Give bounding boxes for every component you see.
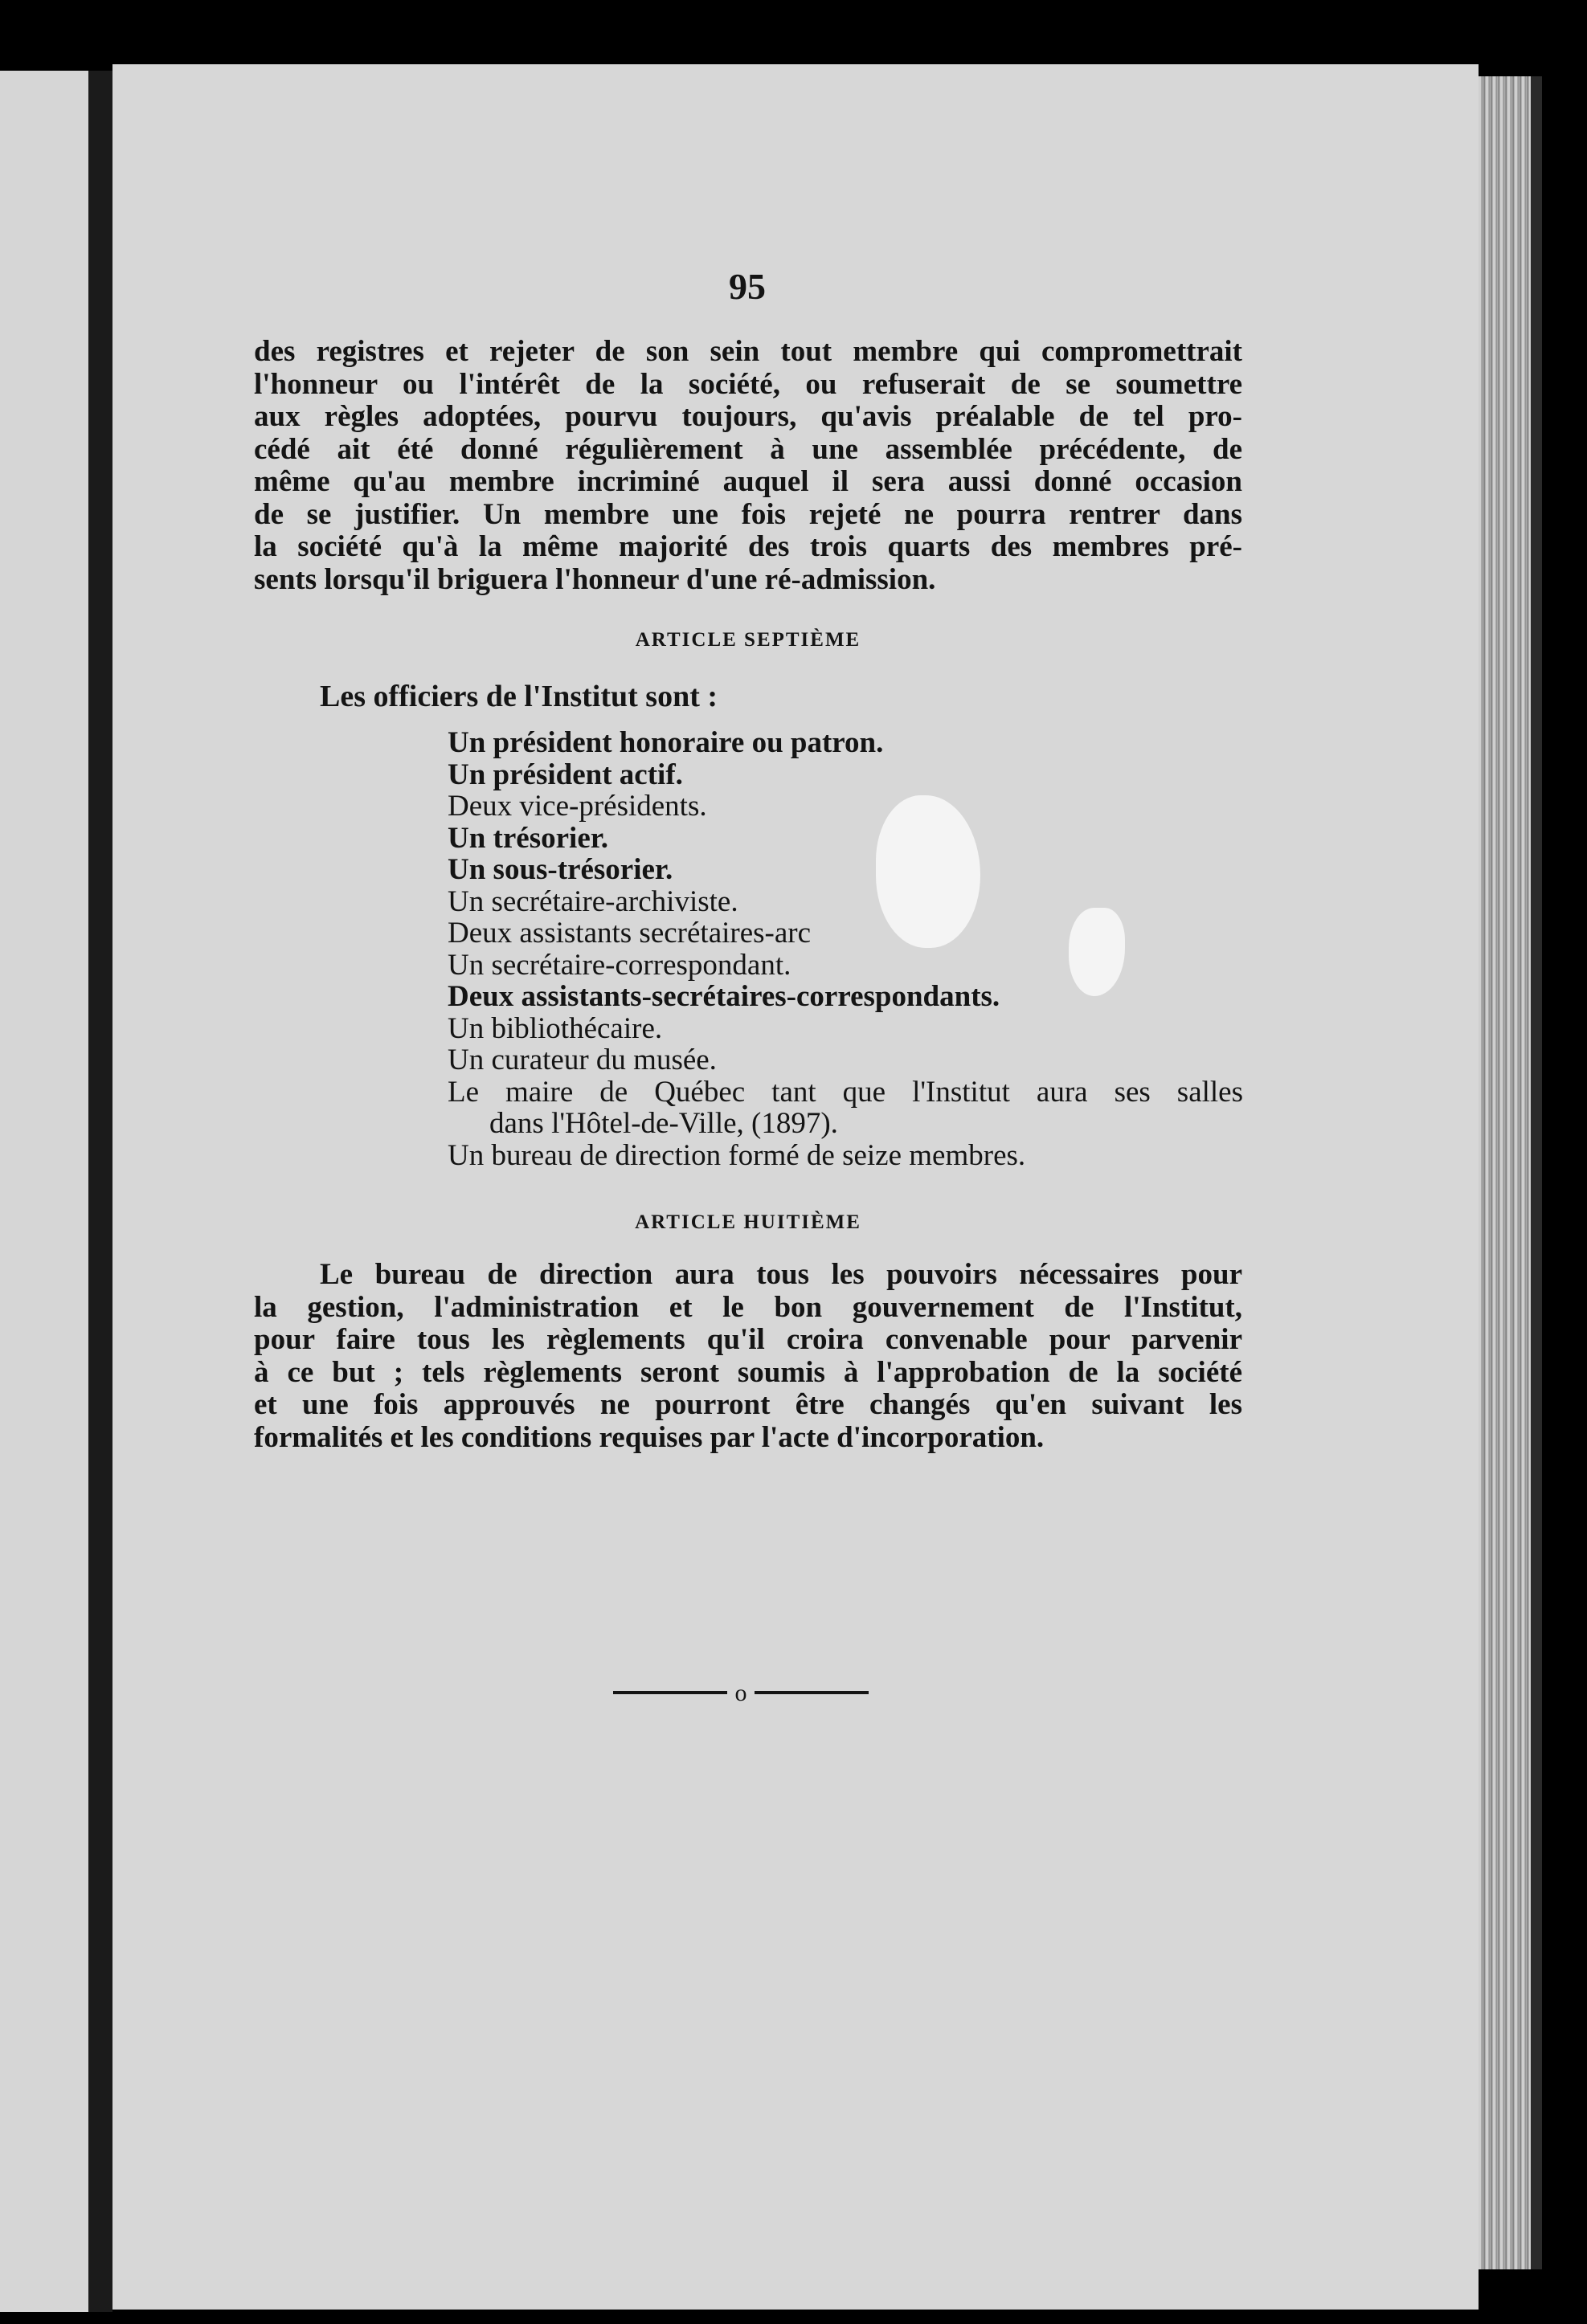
list-item: Un bibliothécaire. — [448, 1011, 663, 1045]
ornament-glyph: o — [734, 1681, 747, 1705]
text-line: même qu'au membre incriminé auquel il sera aussi donné occasion — [254, 465, 1242, 498]
list-item: Un trésorier. — [448, 821, 609, 855]
list-item: Deux assistants secrétaires-arc — [448, 917, 812, 950]
text-line: formalités et les conditions requises par l'acte d'incorporation. — [254, 1420, 1045, 1454]
officers-intro: Les officiers de l'Institut sont : — [320, 680, 718, 713]
text-line: de se justifier. Un membre une fois rejeté ne pourra rentrer dans — [254, 497, 1242, 531]
text-line: cédé ait été donné régulièrement à une assemblée précédente, de — [254, 432, 1242, 466]
list-item: Un curateur du musée. — [448, 1044, 717, 1076]
text-line: la société qu'à la même majorité des trois quarts des membres pré- — [254, 530, 1242, 563]
list-item-text: Le maire de Québec tant que l'Institut aura ses salles — [448, 1075, 1243, 1109]
list-item — [448, 1076, 1243, 1140]
list-item: Un secrétaire-correspondant. — [448, 948, 791, 982]
heading-article-huitieme: ARTICLE HUITIÈME — [635, 1211, 861, 1233]
list-item: Un bureau de direction formé de seize membres. — [448, 1138, 1026, 1172]
text-line: Le bureau de direction aura tous les pouvoirs nécessaires pour — [320, 1258, 1242, 1291]
text-line: et une fois approuvés ne pourront être changés qu'en suivant les — [254, 1388, 1242, 1421]
end-ornament — [613, 1681, 869, 1705]
book-gutter — [88, 71, 112, 2312]
page-edge-shadow — [1531, 76, 1542, 2269]
list-item: Un sous-trésorier. — [448, 853, 673, 886]
text-line: l'honneur ou l'intérêt de la société, ou refuserait de se soumettre — [254, 367, 1242, 401]
paragraph-article-8 — [254, 1259, 1242, 1454]
list-item: Un président honoraire ou patron. — [448, 726, 884, 759]
list-item: Un président actif. — [448, 758, 683, 791]
page-stack-edges — [1479, 76, 1535, 2269]
list-item: Deux assistants-secrétaires-correspondants. — [448, 980, 1000, 1013]
text-line: la gestion, l'administration et le bon gouvernement de l'Institut, — [254, 1290, 1242, 1324]
text-line: pour faire tous les règlements qu'il croira convenable pour parvenir — [254, 1323, 1242, 1356]
text-line: à ce but ; tels règlements seront soumis à l'approbation de la société — [254, 1355, 1242, 1389]
text-line: des registres et rejeter de son sein tout membre qui compromettrait — [254, 335, 1242, 368]
list-item: Un secrétaire-archiviste. — [448, 884, 738, 918]
list-item: Deux vice-présidents. — [448, 790, 707, 823]
heading-article-septieme: ARTICLE SEPTIÈME — [635, 629, 861, 651]
text-line: aux règles adoptées, pourvu toujours, qu'avis préalable de tel pro- — [254, 400, 1242, 433]
page-number: 95 — [729, 266, 766, 307]
paragraph-article-6-continuation — [254, 336, 1242, 596]
text-line: sents lorsqu'il briguera l'honneur d'une ré-admission. — [254, 562, 936, 596]
list-item-continuation: dans l'Hôtel-de-Ville, (1897). — [489, 1107, 838, 1140]
